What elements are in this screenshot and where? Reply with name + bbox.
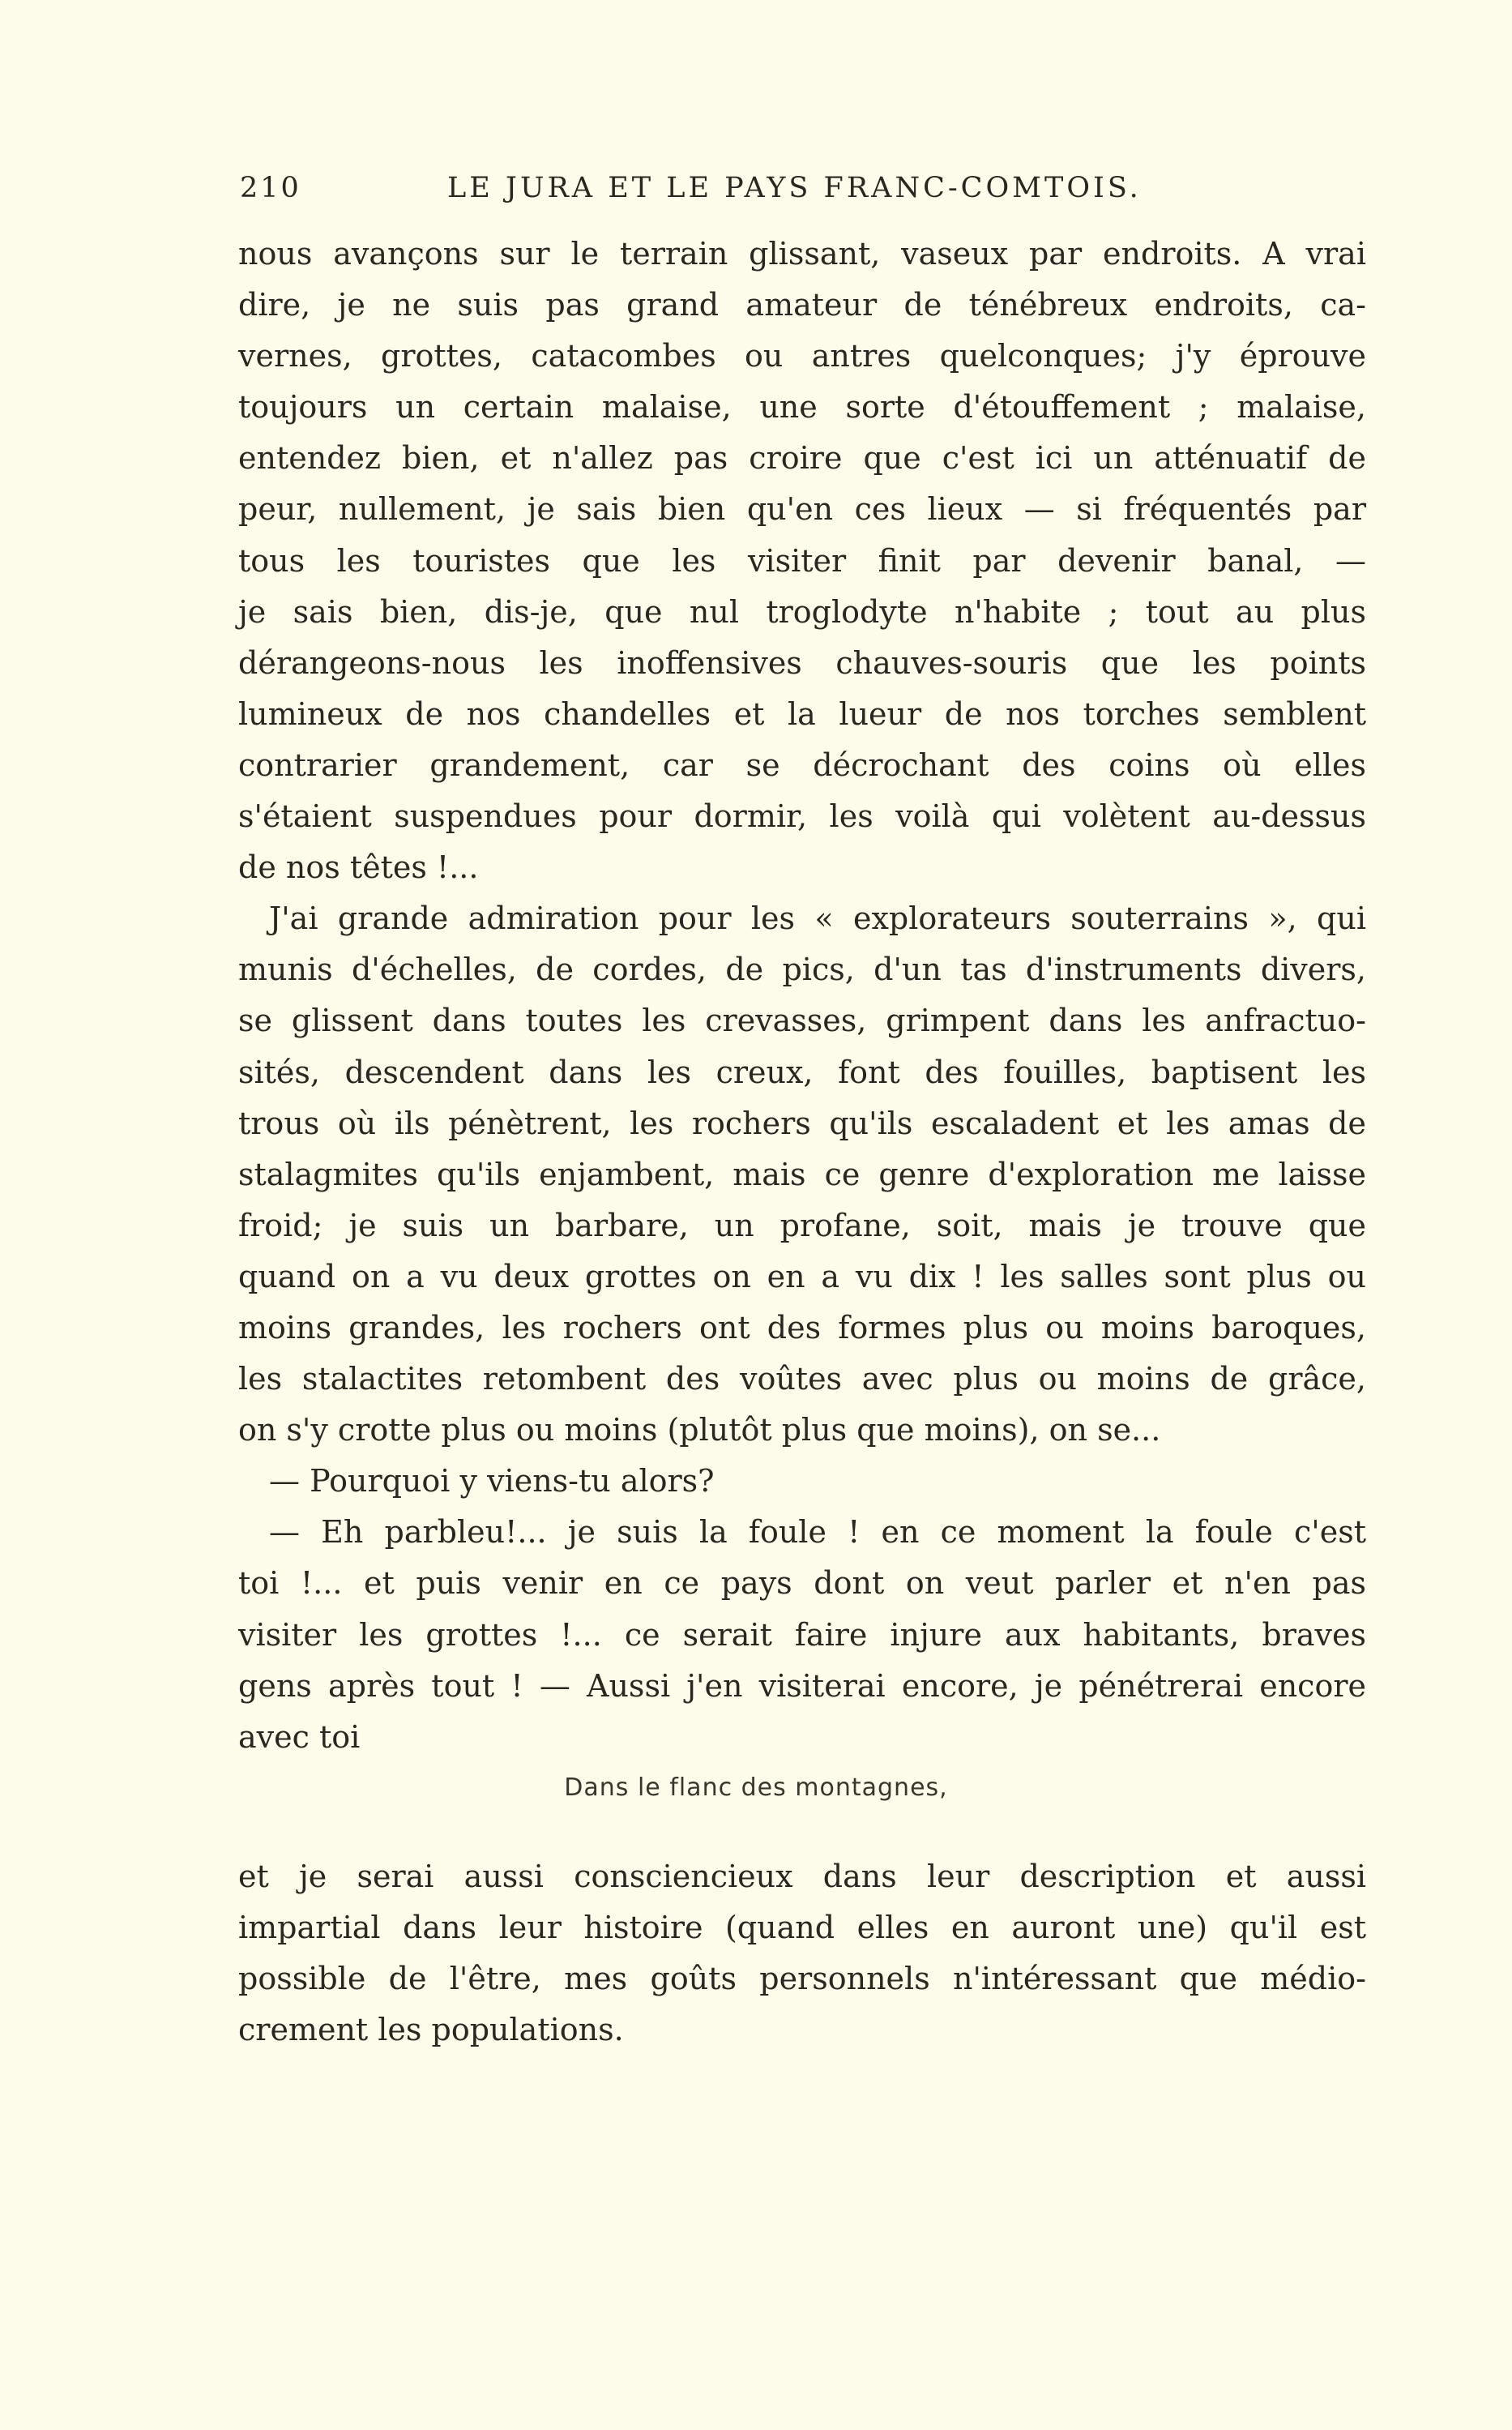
text-line: tous les touristes que les visiter finit par devenir banal, — — [238, 542, 1366, 579]
text-line: dérangeons-nous les inoffensives chauves-souris que les points — [238, 644, 1366, 681]
text-line: les stalactites retombent des voûtes avec plus ou moins de grâce, — [238, 1361, 1366, 1397]
text-line: on s'y crotte plus ou moins (plutôt plus que moins), on se... — [238, 1412, 1161, 1448]
text-line: visiter les grottes !... ce serait faire injure aux habitants, braves — [238, 1616, 1366, 1653]
text-line: dire, je ne suis pas grand amateur de ténébreux endroits, ca- — [238, 287, 1366, 323]
text-line: gens après tout ! — Aussi j'en visiterai encore, je pénétrerai encore — [238, 1667, 1366, 1704]
text-line: sités, descendent dans les creux, font des fouilles, baptisent les — [238, 1054, 1366, 1090]
text-line: nous avançons sur le terrain glissant, vaseux par endroits. A vrai — [238, 236, 1366, 272]
text-line: stalagmites qu'ils enjambent, mais ce genre d'exploration me laisse — [238, 1156, 1366, 1192]
text-line: crement les populations. — [238, 2012, 624, 2048]
body-text-block-2 — [238, 1851, 1366, 2056]
page-header — [240, 172, 1188, 214]
text-line: — Eh parbleu!... je suis la foule ! en ce moment la foule c'est — [269, 1514, 1366, 1551]
text-line: toujours un certain malaise, une sorte d'étouffement ; malaise, — [238, 389, 1366, 426]
text-line: contrarier grandement, car se décrochant des coins où elles — [238, 747, 1366, 783]
text-line: toi !... et puis venir en ce pays dont on veut parler et n'en pas — [238, 1565, 1366, 1602]
text-line: vernes, grottes, catacombes ou antres quelconques; j'y éprouve — [238, 338, 1366, 374]
text-line: de nos têtes !... — [238, 849, 479, 886]
text-line: lumineux de nos chandelles et la lueur de nos torches semblent — [238, 695, 1366, 732]
text-line: impartial dans leur histoire (quand elles en auront une) qu'il est — [238, 1910, 1366, 1946]
text-line: J'ai grande admiration pour les « explorateurs souterrains », qui — [269, 901, 1366, 937]
text-line: munis d'échelles, de cordes, de pics, d'un tas d'instruments divers, — [238, 952, 1366, 988]
text-line: s'étaient suspendues pour dormir, les voilà qui volètent au-dessus — [238, 798, 1366, 835]
text-line: possible de l'être, mes goûts personnels n'intéressant que médio- — [238, 1961, 1366, 1997]
text-line: avec toi — [238, 1718, 361, 1755]
page-number: 210 — [240, 172, 301, 204]
text-line: et je serai aussi consciencieux dans leur description et aussi — [238, 1859, 1366, 1894]
text-line: froid; je suis un barbare, un profane, soit, mais je trouve que — [238, 1207, 1366, 1243]
running-title: LE JURA ET LE PAYS FRANC-COMTOIS. — [447, 172, 1142, 204]
text-line: quand on a vu deux grottes on en a vu dix ! les salles sont plus ou — [238, 1258, 1366, 1294]
text-line: moins grandes, les rochers ont des formes plus ou moins baroques, — [238, 1309, 1366, 1345]
text-line: trous où ils pénètrent, les rochers qu'ils escaladent et les amas de — [238, 1105, 1366, 1141]
text-line: entendez bien, et n'allez pas croire que c'est ici un atténuatif de — [238, 440, 1366, 477]
text-line: se glissent dans toutes les crevasses, grimpent dans les anfractuo- — [238, 1003, 1366, 1039]
text-line: peur, nullement, je sais bien qu'en ces lieux — si fréquentés par — [238, 491, 1366, 528]
text-line: je sais bien, dis-je, que nul troglodyte n'habite ; tout au plus — [238, 593, 1366, 630]
body-text-block-1 — [238, 229, 1366, 1763]
text-line: — Pourquoi y viens-tu alors? — [269, 1463, 715, 1499]
inline-title-caption: Dans le flanc des montagnes, — [564, 1773, 948, 1802]
